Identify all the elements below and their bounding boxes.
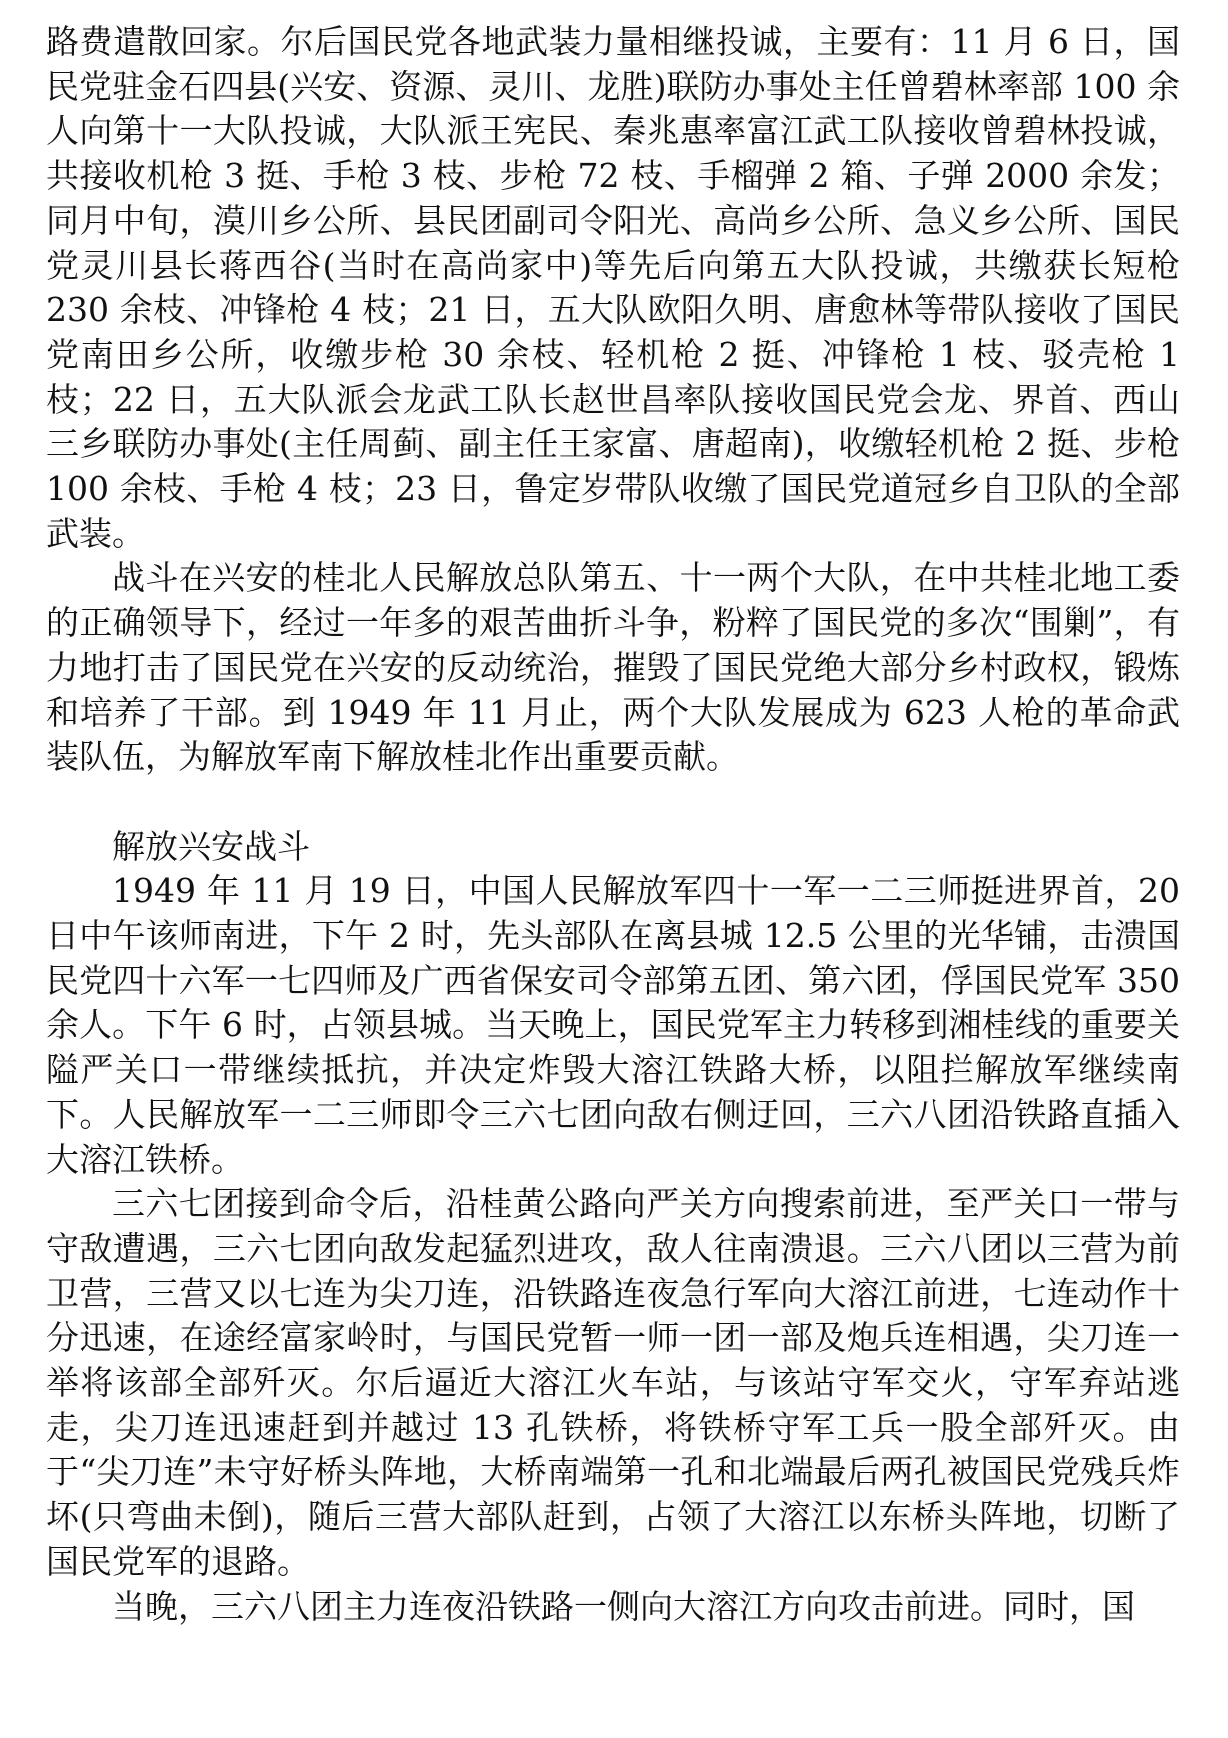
paragraph-night-attack: 当晚，三六八团主力连夜沿铁路一侧向大溶江方向攻击前进。同时，国 [112, 1586, 1135, 1626]
paragraph-bridge-battle: 三六七团接到命令后，沿桂黄公路向严关方向搜索前进，至严关口一带与守敌遭遇，三六七团向敌发起猛烈进攻，敌人往南溃退。三六八团以三营为前卫营，三营又以七连为尖刀连，沿铁路连夜急行军向大溶江前进，七连动作十分迅速，在途经富家岭时，与国民党暂一师一团一部及炮兵连相遇，尖刀连一举将该部全部歼灭。尔后逼近大溶江火车站，与该站守军交火，守军弃站逃走，尖刀连迅速赶到并越过 13 孔铁桥，将铁桥守军工兵一股全部歼灭。由于“尖刀连”未守好桥头阵地，大桥南端第一孔和北端最后两孔被国民党残兵炸坏(只弯曲未倒)，随后三营大部队赶到，占领了大溶江以东桥头阵地，切断了国民党军的退路。 [46, 1184, 1180, 1581]
paragraph-surrenders: 路费遣散回家。尔后国民党各地武装力量相继投诚，主要有：11 月 6 日，国民党驻金石四县(兴安、资源、灵川、龙胜)联防办事处主任曾碧林率部 100 余人向第十一大队投诚，大队派王宪民、秦兆惠率富江武工队接收曾碧林投诚，共接收机枪 3 挺、手枪 3 枝、步枪 72 枝、手榴弹 2 箱、子弹 2000 余发；同月中旬，漠川乡公所、县民团副司令阳光、高尚乡公所、急义乡公所、国民党灵川县长蒋西谷(当时在高尚家中)等先后向第五大队投诚，共缴获长短枪 230 余枝、冲锋枪 4 枝；21 日，五大队欧阳久明、唐愈林等带队接收了国民党南田乡公所，收缴步枪 30 余枝、轻机枪 2 挺、冲锋枪 1 枝、驳壳枪 1 枝；22 日，五大队派会龙武工队长赵世昌率队接收国民党会龙、界首、西山三乡联防办事处(主任周蓟、副主任王家富、唐超南)，收缴轻机枪 2 挺、步枪 100 余枝、手枪 4 枝；23 日，鲁定岁带队收缴了国民党道冠乡自卫队的全部武装。 [46, 22, 1181, 553]
paragraph-advance: 1949 年 11 月 19 日，中国人民解放军四十一军一二三师挺进界首，20 日中午该师南进，下午 2 时，先头部队在离县城 12.5 公里的光华铺，击溃国民党四十六军一七四师及广西省保安司令部第五团、第六团，俘国民党军 350 余人。下午 6 时，占领县城。当天晚上，国民党军主力转移到湘桂线的重要关隘严关口一带继续抵抗，并决定炸毁大溶江铁路大桥，以阻拦解放军继续南下。人民解放军一二三师即令三六七团向敌右侧迂回，三六八团沿铁路直插入大溶江铁桥。 [46, 871, 1180, 1179]
document-page [46, 20, 1180, 1629]
paragraph-summary: 战斗在兴安的桂北人民解放总队第五、十一两个大队，在中共桂北地工委的正确领导下，经过一年多的艰苦曲折斗争，粉粹了国民党的多次“围剿”，有力地打击了国民党在兴安的反动统治，摧毁了国民党绝大部分乡村政权，锻炼和培养了干部。到 1949 年 11 月止，两个大队发展成为 623 人枪的革命武装队伍，为解放军南下解放桂北作出重要贡献。 [46, 558, 1180, 777]
paragraph-gap [46, 780, 1180, 825]
section-title: 解放兴安战斗 [112, 826, 310, 866]
